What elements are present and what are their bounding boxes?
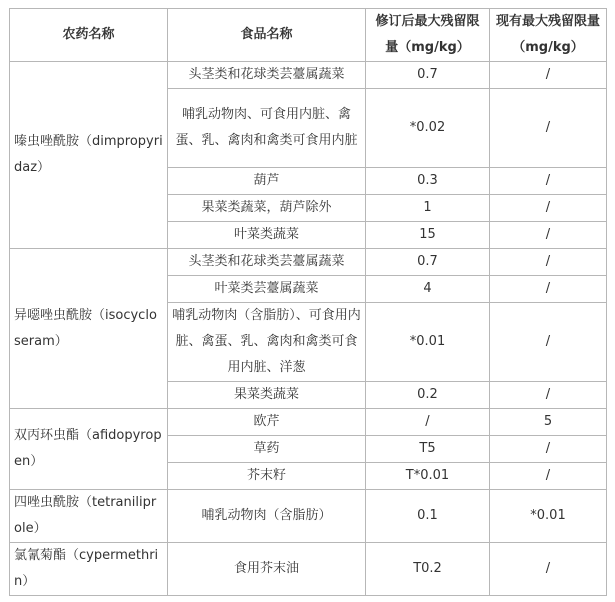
food-name-cell: 哺乳动物肉（含脂肪）、可食用内脏、禽蛋、乳、禽肉和禽类可食用内脏、洋葱 <box>168 303 366 382</box>
revised-mrl-cell: 0.7 <box>366 249 490 276</box>
current-mrl-cell: *0.01 <box>490 490 607 543</box>
revised-mrl-cell: 0.7 <box>366 62 490 89</box>
table-row <box>10 490 607 543</box>
pesticide-name-cell: 异噁唑虫酰胺（isocycloseram） <box>10 249 168 409</box>
revised-mrl-cell: T5 <box>366 436 490 463</box>
revised-mrl-cell: 0.1 <box>366 490 490 543</box>
food-name-cell: 果菜类蔬菜，葫芦除外 <box>168 195 366 222</box>
food-name-cell: 欧芹 <box>168 409 366 436</box>
food-name-cell: 葫芦 <box>168 168 366 195</box>
current-mrl-cell: / <box>490 382 607 409</box>
food-name-cell: 草药 <box>168 436 366 463</box>
revised-mrl-cell: T*0.01 <box>366 463 490 490</box>
food-name-cell: 哺乳动物肉、可食用内脏、禽蛋、乳、禽肉和禽类可食用内脏 <box>168 89 366 168</box>
food-name-cell: 头茎类和花球类芸薹属蔬菜 <box>168 62 366 89</box>
food-name-cell: 叶菜类蔬菜 <box>168 222 366 249</box>
revised-mrl-cell: T0.2 <box>366 543 490 596</box>
table-row <box>10 249 607 276</box>
revised-mrl-cell: 0.3 <box>366 168 490 195</box>
pesticide-name-cell: 双丙环虫酯（afidopyropen） <box>10 409 168 490</box>
current-mrl-cell: 5 <box>490 409 607 436</box>
revised-mrl-cell: 1 <box>366 195 490 222</box>
current-mrl-cell: / <box>490 303 607 382</box>
current-mrl-cell: / <box>490 436 607 463</box>
pesticide-name-cell: 四唑虫酰胺（tetraniliprole） <box>10 490 168 543</box>
revised-mrl-cell: *0.02 <box>366 89 490 168</box>
revised-mrl-cell: / <box>366 409 490 436</box>
current-mrl-cell: / <box>490 89 607 168</box>
header-revised-mrl: 修订后最大残留限量（mg/kg） <box>366 9 490 62</box>
food-name-cell: 果菜类蔬菜 <box>168 382 366 409</box>
table-row <box>10 62 607 89</box>
current-mrl-cell: / <box>490 463 607 490</box>
header-pesticide: 农药名称 <box>10 9 168 62</box>
table-row <box>10 543 607 596</box>
food-name-cell: 头茎类和花球类芸薹属蔬菜 <box>168 249 366 276</box>
food-name-cell: 食用芥末油 <box>168 543 366 596</box>
revised-mrl-cell: 4 <box>366 276 490 303</box>
pesticide-name-cell: 嗪虫唑酰胺（dimpropyridaz） <box>10 62 168 249</box>
header-food: 食品名称 <box>168 9 366 62</box>
revised-mrl-cell: 15 <box>366 222 490 249</box>
table-row <box>10 409 607 436</box>
current-mrl-cell: / <box>490 249 607 276</box>
revised-mrl-cell: *0.01 <box>366 303 490 382</box>
food-name-cell: 哺乳动物肉（含脂肪） <box>168 490 366 543</box>
current-mrl-cell: / <box>490 62 607 89</box>
food-name-cell: 叶菜类芸薹属蔬菜 <box>168 276 366 303</box>
food-name-cell: 芥末籽 <box>168 463 366 490</box>
mrl-table <box>9 8 607 596</box>
current-mrl-cell: / <box>490 543 607 596</box>
current-mrl-cell: / <box>490 168 607 195</box>
current-mrl-cell: / <box>490 276 607 303</box>
pesticide-name-cell: 氯氰菊酯（cypermethrin） <box>10 543 168 596</box>
revised-mrl-cell: 0.2 <box>366 382 490 409</box>
current-mrl-cell: / <box>490 195 607 222</box>
current-mrl-cell: / <box>490 222 607 249</box>
header-current-mrl: 现有最大残留限量（mg/kg） <box>490 9 607 62</box>
header-row <box>10 9 607 62</box>
